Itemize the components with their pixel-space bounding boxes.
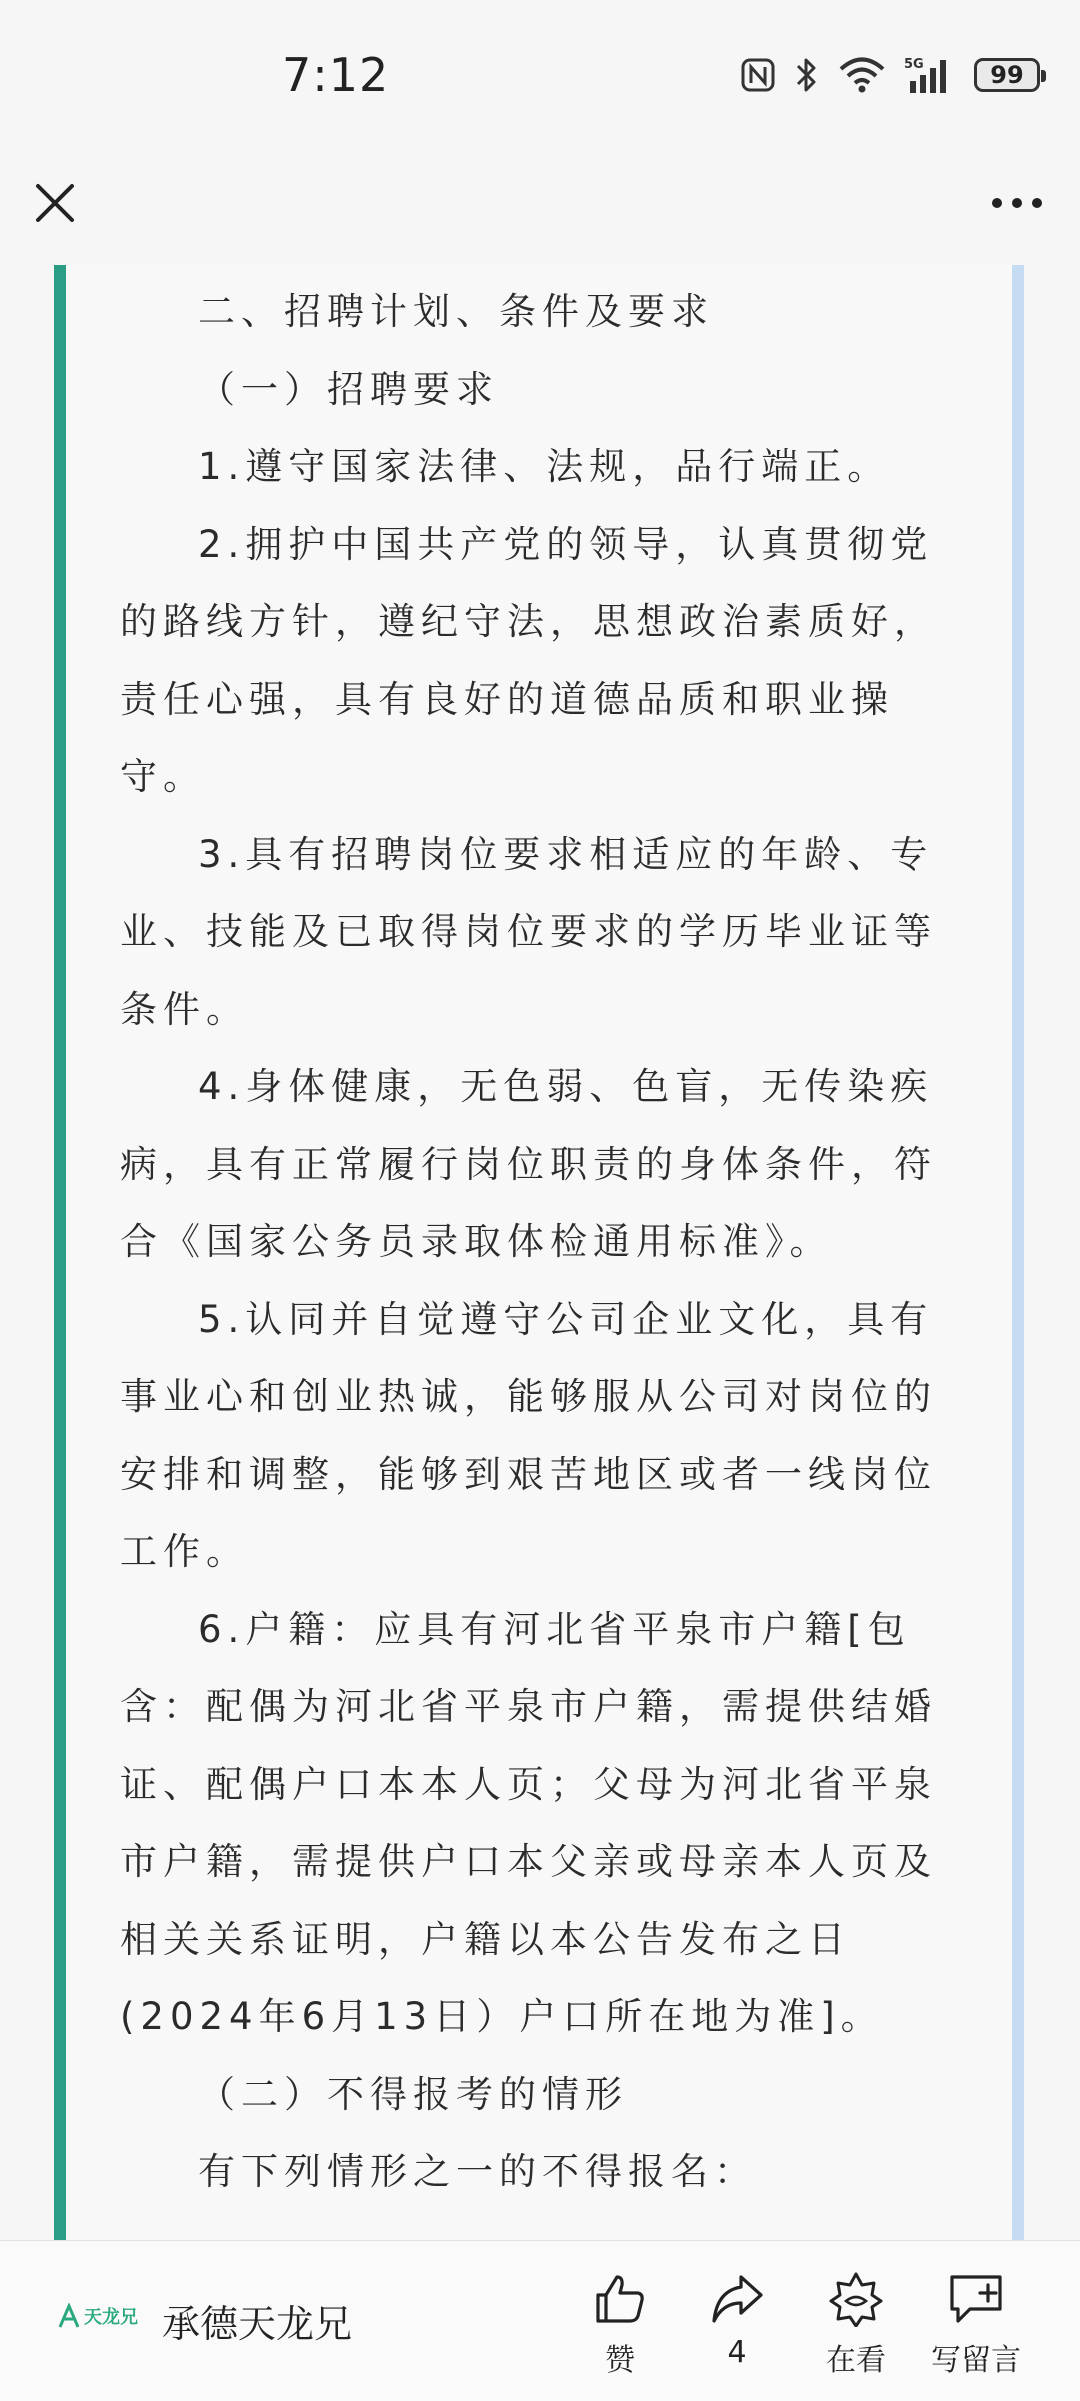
status-bar bbox=[0, 0, 1080, 150]
close-icon bbox=[34, 182, 76, 224]
status-time: 7:12 bbox=[282, 48, 390, 102]
bottom-bar bbox=[0, 2240, 1080, 2401]
share-count: 4 bbox=[727, 2335, 747, 2370]
article-paragraph: 3.具有招聘岗位要求相适应的年龄、专业、技能及已取得岗位要求的学历毕业证等条件。 bbox=[120, 832, 937, 1031]
article-paragraph: （二）不得报考的情形 bbox=[198, 2072, 628, 2116]
article-paragraph: 1.遵守国家法律、法规，品行端正。 bbox=[198, 445, 891, 488]
share-button[interactable] bbox=[677, 2271, 797, 2370]
more-button[interactable] bbox=[982, 176, 1052, 230]
wifi-icon bbox=[838, 56, 886, 94]
nfc-icon bbox=[740, 57, 776, 93]
account-logo-text: 天龙兄 bbox=[84, 2307, 138, 2328]
watching-label: 在看 bbox=[826, 2343, 886, 2378]
top-toolbar bbox=[0, 150, 1080, 265]
bluetooth-icon bbox=[794, 55, 820, 95]
svg-text:5G: 5G bbox=[904, 57, 924, 72]
article-paragraph: 2.拥护中国共产党的领导，认真贯彻党的路线方针，遵纪守法，思想政治素质好，责任心强，具有良好的道德品质和职业操守。 bbox=[120, 522, 937, 798]
signal-5g-icon bbox=[904, 55, 956, 95]
thumbs-up-icon bbox=[592, 2271, 648, 2327]
article-content[interactable] bbox=[54, 265, 1024, 2240]
article-body bbox=[120, 273, 970, 2211]
comment-add-icon bbox=[946, 2271, 1006, 2327]
watching-button[interactable] bbox=[796, 2271, 916, 2379]
write-comment-label: 写留言 bbox=[931, 2343, 1021, 2378]
close-button[interactable] bbox=[28, 176, 82, 230]
article-paragraph: 6.户籍：应具有河北省平泉市户籍[包含：配偶为河北省平泉市户籍，需提供结婚证、配偶户口本本人页；父母为河北省平泉市户籍，需提供户口本父亲或母亲本人页及相关关系证明，户籍以本公告发布之日(2024年6月13日）户口所在地为准]。 bbox=[120, 1607, 937, 2038]
like-label: 赞 bbox=[605, 2343, 635, 2378]
account-logo-icon bbox=[58, 2303, 80, 2329]
article-paragraph: 二、招聘计划、条件及要求 bbox=[198, 290, 714, 333]
article-paragraph: 4.身体健康，无色弱、色盲，无传染疾病，具有正常履行岗位职责的身体条件，符合《国家公务员录取体检通用标准》。 bbox=[120, 1065, 937, 1263]
article-paragraph: （一）招聘要求 bbox=[198, 367, 499, 411]
write-comment-button[interactable] bbox=[916, 2271, 1036, 2379]
status-icons bbox=[740, 52, 1040, 98]
account-logo[interactable] bbox=[58, 2303, 138, 2329]
watching-icon bbox=[828, 2271, 884, 2327]
battery-icon bbox=[974, 58, 1040, 92]
more-icon bbox=[991, 197, 1043, 209]
article-paragraph: 5.认同并自觉遵守公司企业文化，具有事业心和创业热诚，能够服从公司对岗位的安排和调整，能够到艰苦地区或者一线岗位工作。 bbox=[120, 1297, 937, 1573]
account-name[interactable]: 承德天龙兄 bbox=[162, 2302, 353, 2346]
like-button[interactable] bbox=[560, 2271, 680, 2379]
article-paragraph: 有下列情形之一的不得报名： bbox=[198, 2150, 757, 2193]
share-icon bbox=[709, 2271, 765, 2327]
battery-level: 99 bbox=[990, 61, 1024, 89]
